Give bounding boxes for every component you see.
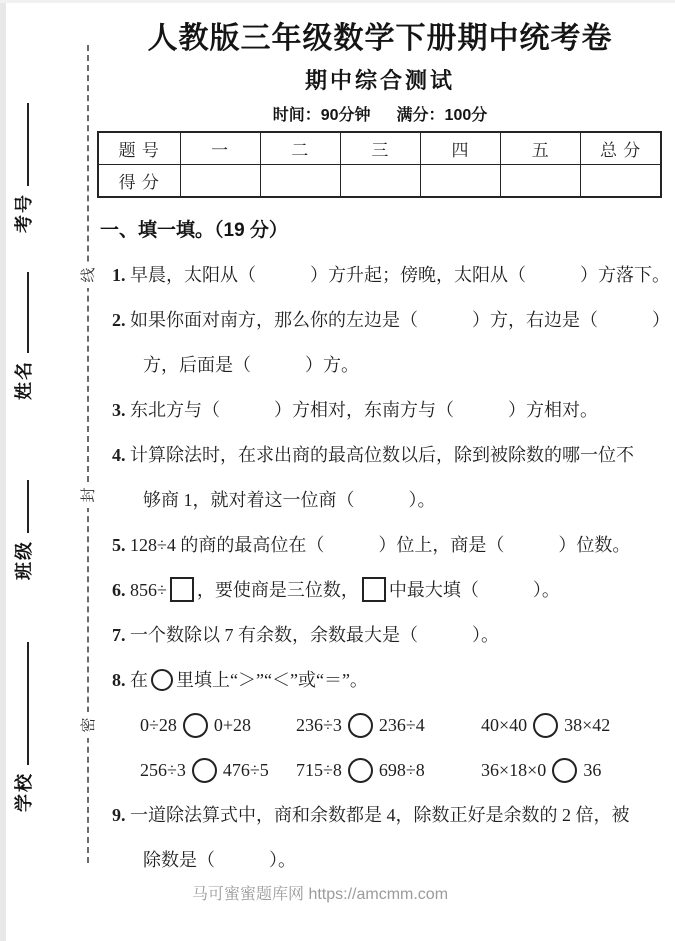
comparison-circle[interactable] — [183, 713, 208, 738]
seal-dashed-line — [87, 45, 89, 863]
score-table — [97, 131, 662, 198]
expression-right: 476÷5 — [222, 760, 269, 780]
header-question-number: 题 号 — [98, 132, 180, 165]
score-cell[interactable] — [420, 165, 500, 198]
question-3: 3. 东北方与（ ）方相对，东南方与（ ）方相对。 — [112, 400, 598, 420]
header-section-1: 一 — [180, 132, 260, 165]
comparison-circle[interactable] — [533, 713, 558, 738]
question-5: 5. 128÷4 的商的最高位在（ ）位上，商是（ ）位数。 — [112, 535, 631, 555]
question-6: 6. 856÷ ，要使商是三位数， 中最大填（ ）。 — [97, 568, 663, 613]
question-4-cont: 够商 1，就对着这一位商（ ）。 — [143, 490, 436, 510]
expression-right: 698÷8 — [378, 760, 425, 780]
seal-char-mi: 密 — [76, 712, 102, 738]
score-cell[interactable] — [340, 165, 420, 198]
time-limit: 时间：90分钟 — [272, 107, 371, 124]
student-name-label: 姓名 — [14, 360, 34, 400]
question-4: 4. 计算除法时，在求出商的最高位数以后，除到被除数的哪一位不 — [112, 445, 634, 465]
exam-number-label: 考号 — [14, 193, 34, 233]
expression-right: 0+28 — [213, 715, 252, 735]
class-label: 班级 — [14, 540, 34, 580]
exam-subtitle: 期中综合测试 — [304, 68, 455, 93]
section-heading: 一、填一填。（19 分） — [100, 220, 288, 241]
seal-char-xian: 线 — [76, 262, 102, 288]
question-2-cont: 方，后面是（ ）方。 — [143, 355, 359, 375]
score-cell[interactable] — [501, 165, 581, 198]
question-9: 9. 一道除法算式中，商和余数都是 4，除数正好是余数的 2 倍，被 — [112, 805, 630, 825]
comparison-row-1 — [97, 703, 663, 748]
header-section-4: 四 — [420, 132, 500, 165]
school-label: 学校 — [14, 772, 34, 812]
expression-right: 36 — [583, 760, 602, 780]
question-7: 7. 一个数除以 7 有余数，余数最大是（ ）。 — [112, 625, 499, 645]
header-total: 总 分 — [581, 132, 661, 165]
question-8: 8. 在 里填上“＞”“＜”或“＝”。 — [112, 670, 368, 690]
comparison-pair — [140, 758, 296, 783]
exam-meta — [97, 102, 663, 122]
question-2: 2. 如果你面对南方，那么你的左边是（ ）方，右边是（ ） — [112, 310, 670, 330]
expression-left: 236÷3 — [296, 715, 342, 735]
score-row-label: 得 分 — [98, 165, 180, 198]
comparison-pair — [481, 713, 610, 738]
question-1: 1. 早晨，太阳从（ ）方升起；傍晚，太阳从（ ）方落下。 — [112, 265, 670, 285]
expression-left: 0÷28 — [140, 715, 177, 735]
comparison-circle[interactable] — [348, 758, 373, 783]
question-9-cont: 除数是（ ）。 — [143, 850, 296, 870]
comparison-pair — [296, 758, 481, 783]
expression-left: 40×40 — [481, 715, 528, 735]
answer-box[interactable] — [362, 577, 386, 602]
field-school — [10, 642, 36, 812]
header-section-2: 二 — [260, 132, 340, 165]
fill-circle[interactable] — [151, 669, 173, 691]
watermark-text: 马可蜜蜜题库网 https://amcmm.com — [192, 886, 449, 903]
score-cell[interactable] — [581, 165, 661, 198]
score-table-header-row — [98, 132, 661, 165]
comparison-pair — [140, 713, 296, 738]
field-exam-number — [10, 103, 36, 233]
score-cell[interactable] — [260, 165, 340, 198]
expression-right: 236÷4 — [378, 715, 425, 735]
full-score: 满分：100分 — [396, 107, 488, 124]
field-class — [10, 480, 36, 580]
expression-left: 36×18×0 — [481, 760, 547, 780]
exam-number-blank-line[interactable] — [26, 103, 29, 186]
section-fill-in — [97, 208, 670, 883]
expression-left: 256÷3 — [140, 760, 186, 780]
comparison-circle[interactable] — [552, 758, 577, 783]
expression-left: 715÷8 — [296, 760, 342, 780]
header-section-3: 三 — [340, 132, 420, 165]
exam-content — [97, 0, 670, 905]
page-title: 人教版三年级数学下册期中统考卷 — [147, 22, 613, 55]
score-table-score-row — [98, 165, 661, 198]
comparison-row-2 — [97, 748, 663, 793]
comparison-circle[interactable] — [192, 758, 217, 783]
expression-right: 38×42 — [564, 715, 611, 735]
student-name-blank-line[interactable] — [26, 272, 29, 353]
page-edge-left — [0, 0, 6, 941]
seal-char-feng: 封 — [76, 482, 102, 508]
answer-box[interactable] — [170, 577, 194, 602]
header-section-5: 五 — [501, 132, 581, 165]
class-blank-line[interactable] — [26, 480, 29, 533]
field-student-name — [10, 272, 36, 400]
comparison-pair — [481, 758, 601, 783]
school-blank-line[interactable] — [26, 642, 29, 765]
score-cell[interactable] — [180, 165, 260, 198]
comparison-circle[interactable] — [348, 713, 373, 738]
comparison-pair — [296, 713, 481, 738]
